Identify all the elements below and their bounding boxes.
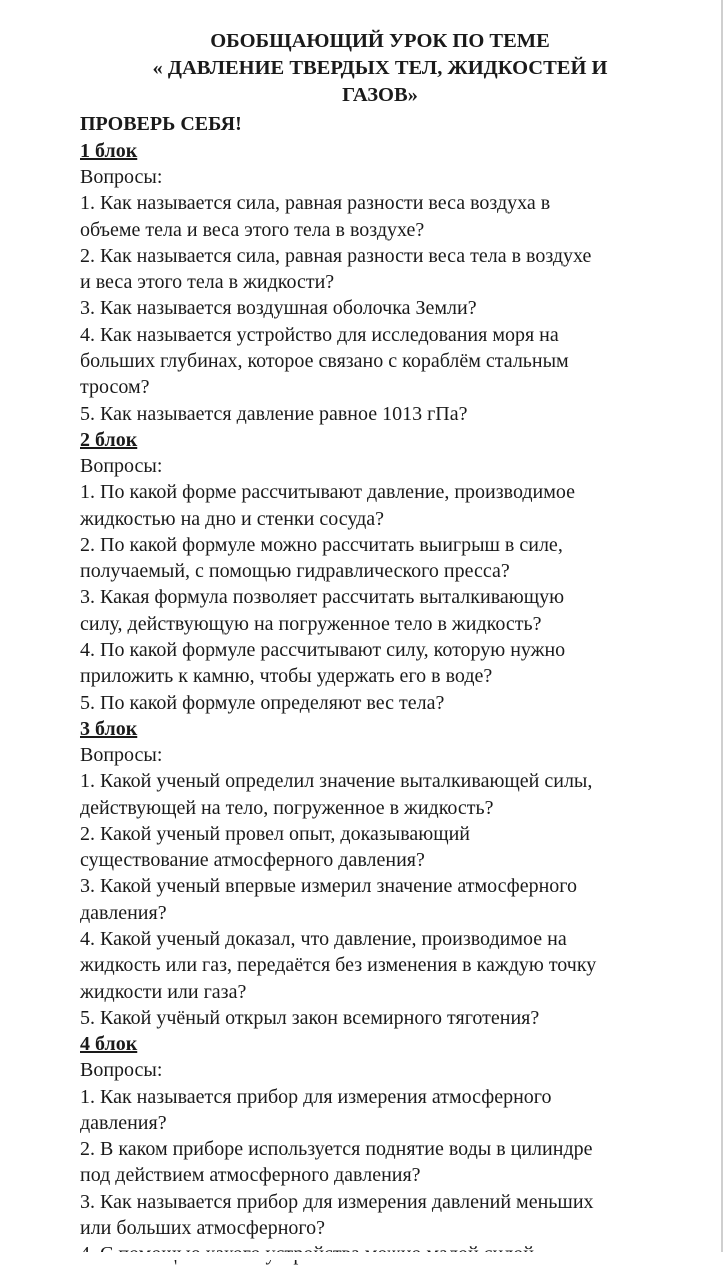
question-item bbox=[80, 479, 680, 532]
question-line: или больших атмосферного? bbox=[80, 1216, 325, 1239]
block-heading: 4 блок bbox=[80, 1033, 138, 1056]
question-line: больших глубинах, которое связано с кораблём стальным bbox=[80, 350, 569, 373]
question-line: 1. Какой ученый определил значение выталкивающей силы, bbox=[80, 770, 593, 793]
question-item bbox=[80, 1136, 680, 1189]
question-line: 4. Какой ученый доказал, что давление, производимое на bbox=[80, 928, 567, 951]
questions-label: Вопросы: bbox=[80, 166, 163, 188]
question-item bbox=[80, 295, 680, 321]
question-line: 3. Как называется прибор для измерения давлений меньших bbox=[80, 1190, 594, 1213]
title-line: ГАЗОВ» bbox=[342, 84, 418, 106]
question-line: 2. Как называется сила, равная разности веса тела в воздухе bbox=[80, 244, 592, 267]
question-line: приложить к камню, чтобы удержать его в воде? bbox=[80, 665, 493, 688]
question-item bbox=[80, 637, 680, 690]
question-line: 5. Как называется давление равное 1013 гПа? bbox=[80, 402, 468, 425]
question-line: давления? bbox=[80, 901, 167, 924]
question-line: существование атмосферного давления? bbox=[80, 849, 425, 872]
title-line: ОБОБЩАЮЩИЙ УРОК ПО ТЕМЕ bbox=[210, 30, 550, 52]
question-line: 1. Как называется сила, равная разности веса воздуха в bbox=[80, 192, 551, 215]
question-item bbox=[80, 243, 680, 296]
questions-label: Вопросы: bbox=[80, 454, 163, 477]
question-blocks bbox=[80, 138, 680, 1268]
question-line: 1. По какой форме рассчитывают давление, производимое bbox=[80, 481, 576, 504]
question-line: 1. Как называется прибор для измерения атмосферного bbox=[80, 1085, 552, 1108]
question-line: жидкостью на дно и стенки сосуда? bbox=[80, 507, 385, 530]
question-line: силу, действующую на погруженное тело в жидкость? bbox=[80, 612, 542, 635]
question-line: объеме тела и веса этого тела в воздухе? bbox=[80, 218, 425, 241]
block-heading: 2 блок bbox=[80, 428, 138, 451]
question-line: 4. Как называется устройство для исследования моря на bbox=[80, 323, 559, 346]
question-item bbox=[80, 873, 680, 926]
question-line: 3. Как называется воздушная оболочка Земли? bbox=[80, 297, 477, 320]
question-block bbox=[80, 138, 680, 427]
question-line: жидкости или газа? bbox=[80, 980, 247, 1003]
question-line: 4. По какой формуле рассчитывают силу, которую нужно bbox=[80, 639, 566, 662]
question-line: 3. Какой ученый впервые измерил значение атмосферного bbox=[80, 875, 577, 898]
page-cut-off bbox=[0, 1252, 723, 1260]
check-yourself-heading: ПРОВЕРЬ СЕБЯ! bbox=[80, 113, 242, 135]
document-page bbox=[80, 28, 680, 1268]
question-line: и веса этого тела в жидкости? bbox=[80, 271, 335, 294]
question-line: 2. По какой формуле можно рассчитать выигрыш в силе, bbox=[80, 533, 563, 556]
question-item bbox=[80, 768, 680, 821]
question-line: 3. Какая формула позволяет рассчитать выталкивающую bbox=[80, 586, 565, 609]
block-heading: 3 блок bbox=[80, 717, 138, 740]
document-title bbox=[80, 28, 680, 109]
question-line: 5. Какой учёный открыл закон всемирного тяготения? bbox=[80, 1006, 540, 1029]
block-heading: 1 блок bbox=[80, 140, 138, 162]
question-line: жидкость или газ, передаётся без изменения в каждую точку bbox=[80, 954, 597, 977]
question-line: 2. В каком приборе используется поднятие воды в цилиндре bbox=[80, 1138, 593, 1161]
question-item bbox=[80, 401, 680, 427]
question-block bbox=[80, 716, 680, 1031]
question-line: получаемый, с помощью гидравлического пресса? bbox=[80, 560, 510, 583]
question-item bbox=[80, 1005, 680, 1031]
question-line: 2. Какой ученый провел опыт, доказывающий bbox=[80, 822, 471, 845]
question-block bbox=[80, 427, 680, 716]
question-item bbox=[80, 190, 680, 243]
question-item bbox=[80, 926, 680, 1005]
question-item bbox=[80, 532, 680, 585]
questions-label: Вопросы: bbox=[80, 743, 163, 766]
question-line: давления? bbox=[80, 1111, 167, 1134]
question-item bbox=[80, 584, 680, 637]
question-line: под действием атмосферного давления? bbox=[80, 1164, 421, 1187]
title-line: « ДАВЛЕНИЕ ТВЕРДЫХ ТЕЛ, ЖИДКОСТЕЙ И bbox=[152, 57, 608, 79]
questions-label: Вопросы: bbox=[80, 1059, 163, 1082]
question-item bbox=[80, 322, 680, 401]
question-item bbox=[80, 690, 680, 716]
question-item bbox=[80, 1084, 680, 1137]
question-line: 5. По какой формуле определяют вес тела? bbox=[80, 691, 445, 714]
question-line: действующей на тело, погруженное в жидкость? bbox=[80, 796, 494, 819]
question-block bbox=[80, 1031, 680, 1267]
question-line: тросом? bbox=[80, 376, 150, 399]
question-item bbox=[80, 821, 680, 874]
question-item bbox=[80, 1189, 680, 1242]
